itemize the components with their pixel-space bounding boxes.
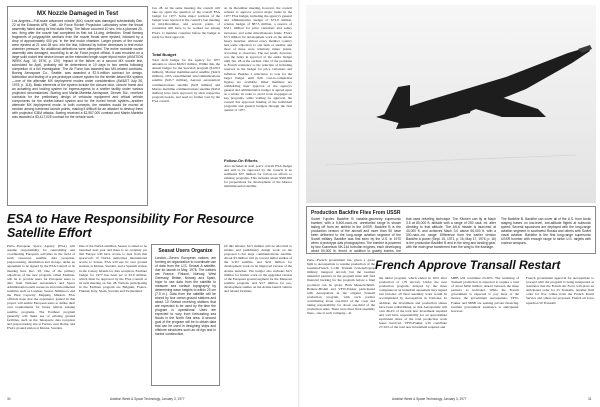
transall-headline: French Approve Transall Restart: [375, 258, 561, 272]
footer-left: Aviation Week & Space Technology, January 3, 1977: [110, 397, 185, 401]
transall-column-4: French government approval for Aerospatiale to proceed with the program is being interpreted as assurance that the French Air Force will place an anticipated order for 25 Transalls. Another firm order for five comes from the French Postal Service and others are proposed. French air force squadron 50 Transalls: [526, 276, 594, 305]
esa-column-3: Of this amount, $2.5 million will be allocated to studies and preliminary design work on the proposed L-Sat large communications satellite. About $3 million will go toward initial studies of the GTO satellite, and $2.6 million for development work on an improved version of the Ariane launcher. The budget also includes $4.5 million for further work on the upgraded version of the European ground segment for the Meteosat satellite program, and $3.7 million for pre-development studies on the Ariane launch vehicle and related facilities.: [224, 244, 292, 294]
caption-columns: [311, 217, 591, 253]
transall-column-1: Paris—French government has given a green light to Aerospatiale to resume production of the German-French C-160 Transall twin-turboprop military transport aircraft, but the German industrial partners in the program must still find financial backing for the program before a final go-ahead can be given. Both Messerschmitt-Bolkow-Blohm and VFW-Fokker participated with Aerospatiale in the original Transall production program, with each partner contributing about one-third of the costs and taking responsibility for about one-third of the production tasks. There were three final assembly lines—one at each company—in: [307, 258, 375, 316]
caption-title: Production Backfire Flies From USSR: [311, 210, 401, 216]
follow-on-text: Also included in next year's overall ESA budget and still to be approved by the council is an estimated $37 million for follow-on efforts to existing programs. This includes about $500,000 for preparations for development of the Marecs maritime/aerial satellite.: [224, 164, 292, 189]
article-column-mid1: [152, 6, 220, 211]
seasat-box: [151, 244, 220, 386]
footer-right: Aviation Week & Space Technology, January 3, 1977: [392, 397, 467, 401]
total-budget-subhead: Total Budget: [152, 52, 177, 57]
mx-box-text: Los Angeles—Full-scale advanced missile (MX) nozzle was damaged substantially Dec. 22 at the Edwards AFB, Calif., Air Force Rocket Propulsion Laboratory when the throat assembly failed during its first static firing. The failure occurred 10 sec. into a planned 20-sec. firing after the nozzle had completed its first hot 14-deg. deflection. Small flaming fragments of polygraphite sections from the nozzle throat were ejected, followed by a drop of approximately 400 psi. in the test motor chamber. Larger pieces of the nozzle were ejected at 21 and 28 sec. into the test, followed by further decreases in test motor chamber pressure. No additional deflections were attempted. The entire movable nozzle assembly was damaged, according to an Air Force project official. It was mounted on a large solid rocket test device known as the extended length super tripod motor (AVIATION WEEK Aug. 16, 1976, p. 120). Impact of the failure on a second MX nozzle test, scheduled for April, probably will be determined in 10 days to two weeks following completion of a full investigation. The Air Force has awarded two MX-related contracts. Boeing Aerospace Co., Seattle, was awarded a $7.9-million contract for design, fabrication and testing of a pre-prototype closure system for the shelter-based MX system—one of the alternate MX deployment modes under consideration (AW&ST July 26, 1976, p. 116). Basic elements of the system include the closure door, closure frame and an actuating and locking system for ingress-egress to a shelter facility under various projected circumstances. Boeing and Martin-Marietta Aerospace, Denver Div., received contracts for the preliminary design of vehicular equipment and critical vehicle components for the shelter-based system and for the buried trench system—another alternate MX deployment mode. In both concepts, the missiles would be moved at random among hardened launch points, making it difficult for an attacker to destroy them with projected ICBM attacks. Boeing received a $2,557,000 contract and Martin-Marietta was awarded a $3,417,025 contract for the vehicle work.: [12, 19, 143, 119]
council-text: At its December meeting, however, the council refused to approve several major items in the 1977 ESA budget, including the agency's general and administrative budget of $72.6 million, science budget of $87.5 million, a reserve of $32.1 million for price variations and salary increases, and some miscellaneous funds. ESA's $7.5 million for development work on the Ariane heavy launcher. Almost every member country had some objection to one item or another and most of these were relatively minor points, according to observers. The net result, however, was the delay in approval of the entire budget until Jan. 28 at the earliest. One of the problems is French resistance to the principle of including reserves in the budget for price variations and inflation. Besides a reluctance to vote for the larger budget until firm cost-to-completion figures are available. Other members are withholding their approval of the agency's general and administrative budget is agreed upon as a whole. In order to avoid work stoppages on key programs, while waiting for approval, the council has approved funding of the individual programs and general budgets through the first quarter of 1977.: [224, 6, 292, 113]
caption-col-3: The Backfire B. Backfire can cover all of the U.S. from Arctic staging bases on low-level, low-altitude flights at subsonic speed. Several squadrons are deployed with the long-range aviation segment in southwest Russia and others with Soviet naval aviation. Backfire is the first long-range supersonic USSR bomber with enough range to strike U.S. targets with nuclear weapons.: [501, 217, 591, 245]
article-column-mid2: [224, 6, 292, 211]
total-budget-text: Total draft budget for the agency for 1977 amounts to about $626.5 million. Within this, the annual budget for the Spacelab program ($129.3 million), Marisat maritime/aerial satellite ($42.9 million), OTS experimental telecommunications satellite ($45.7 million), Aerosat aeronautical communications satellite ($2.8 million) and Marots maritime communications satellite ($43.6 million) have been approved by their respective program boards, and need no further vote by the ESA council.: [152, 58, 220, 103]
esa-column-1: Paris—European Space Agency (ESA) will assume responsibility for centralizing and coordinating European activities in the field of earth resources satellite data reception, preprocessing, distribution and storage, under an agreement to be signed by the ESA Council at its meeting here Dec. 28. One of the primary objectives of the new program, called Earthnet, will be to provide users for European users to data from National Aeronautics and Space Administration earth resources and environmental satellites such as Landsat, Seasat, Nimbus-G and the Heat Capacity Mapping Mission. ESA officials hope that the experience gained in this project will enable European users to define their own requirements for future remote sensing satellite programs. The Earthnet program generally will make use of existing ground facilities, such as the Telespazio data reception and preprocessing site at Fucino, near Rome, and ESA's ground station at Kiruna, Sweden.: [7, 244, 75, 330]
mx-box-title: MX Nozzle Damaged in Test: [36, 10, 119, 17]
caption-col-2: that used refueling technique. The Kitchen can fly at Mach 3.5 at 80,000 ft. altitude with a range of 250 naut. mi. after climbing to that altitude. The AS-6 missile is launched at 40,000 ft. and achieves Mach 3.0 above 60,000 ft. with a 300-naut.-mi. range. Difference from the earlier version Backfire A power (Sept. 15, 1971, p. 16; May 17, 1976, p. 16) is the production Backfire B and in the wing and landing gear, with the main gear transferred from the wing to the fuselage.: [406, 217, 496, 249]
caption-col-1: Soviet Tupolev Backfire B variable-geometry supersonic bomber, with a 5,500-naut.-mi. unrefueled range is shown taking off from an airfield in the USSR. Backfire B is the production version of the aircraft and more than 50 have been delivered to the long-range aviation segment of the Soviet military. Backfire was first seen by the U.S. in 1970 when a prototype was photographed. The bomber is powered by two Kuznetsov NK-144 turbofan engines, each developing about 50,000 lb. thrust. In addition to gravity bombs, the: [311, 217, 401, 253]
right-page: [300, 0, 600, 407]
mx-nozzle-box: [7, 6, 148, 206]
seasat-box-text: London—Seven European nations are forming an organization to coordinate use of data from the U.S. Seasat A satellite, due for launch in May, 1978. The nations are France, Finland, Norway, West Germany, Britain, Norway and Spain, hope to use data from the satellite to measure sea surface topography by determining wave heights to within 20 cm (7.9 in.). Data from the satellite will be stored by four ocean ground stations and about 10 Seasat receiving stations that are expected to be used by the time the program is operational. Uses are expected to vary from forecasting sea floods in the North Sea area. A second goal of the program will be to obtain data that can be used in designing ships and offshore structures such as oil rigs and in harbor construction.: [155, 256, 216, 336]
backfire-caption-box: [306, 206, 596, 254]
backfire-photo: [306, 5, 596, 203]
transall-column-2: the initial program, which ended in 1972 after production of 179 aircraft. Under the new production program, delayed by the three companies in an industrial agreement they signed last October, all final assembly work would be accomplished by Aerospatiale in Toulouse. In addition, the investment and production shares have been redistributed, so that Aerospatiale will own 49.4% of the total new investment required and will have responsibility for an approximate equivalent share of the total production work hours involved. VFW-Fokker will contribute 27.34% of the total new investment required and: [379, 276, 447, 330]
seasat-box-title: Seasat Users Organize: [158, 248, 213, 254]
esa-headline: ESA to Have Responsibility For Resource Satellite Effort: [7, 212, 254, 240]
esa-column-2: One of the NASA satellites, Seasat, is slated to be launched next year and there is no certainty yet that Europe will have access to data from this spacecraft. If NASA authorizes international access to Seasat, ESA will use its own ground stations at Kiruna, Sweden, and a Spanish station in the Canary Islands for data reception. Earthnet budget for 1977 has been set at $3.9 million, which must be approved by the ESA Council at its next meeting on Jan. 28. Nations participating in the Earthnet program are Belgium, France, Finland, Italy, Spain, Sweden and Switzerland.: [79, 244, 147, 294]
page-number-right: 31: [588, 397, 592, 401]
transall-column-3: MBB will contribute 23.26%. The restarting of Transall production is expected to require a total of about $200 million, shared between the three partners as indicated. While the French government is expected to pay most of the money, the government Aerospatiale, VFW-Fokker and MBB are seeking private financing. German government assistance is anticipated, however.: [451, 276, 519, 313]
page-number-left: 30: [7, 397, 11, 401]
backfire-bomber-image: [306, 5, 596, 203]
follow-on-subhead: Follow-On Efforts: [224, 158, 258, 163]
budget-intro-text: Jan. 28. At the same meeting, the council will take up again the question of the overall ESA budget for 1977. Some major portions of the budget were rejected at the council's last meeting in mid-December, and several points of contention still have to be worked out among ESA's 11 member countries before the budget is ready for final approval.: [152, 6, 220, 39]
